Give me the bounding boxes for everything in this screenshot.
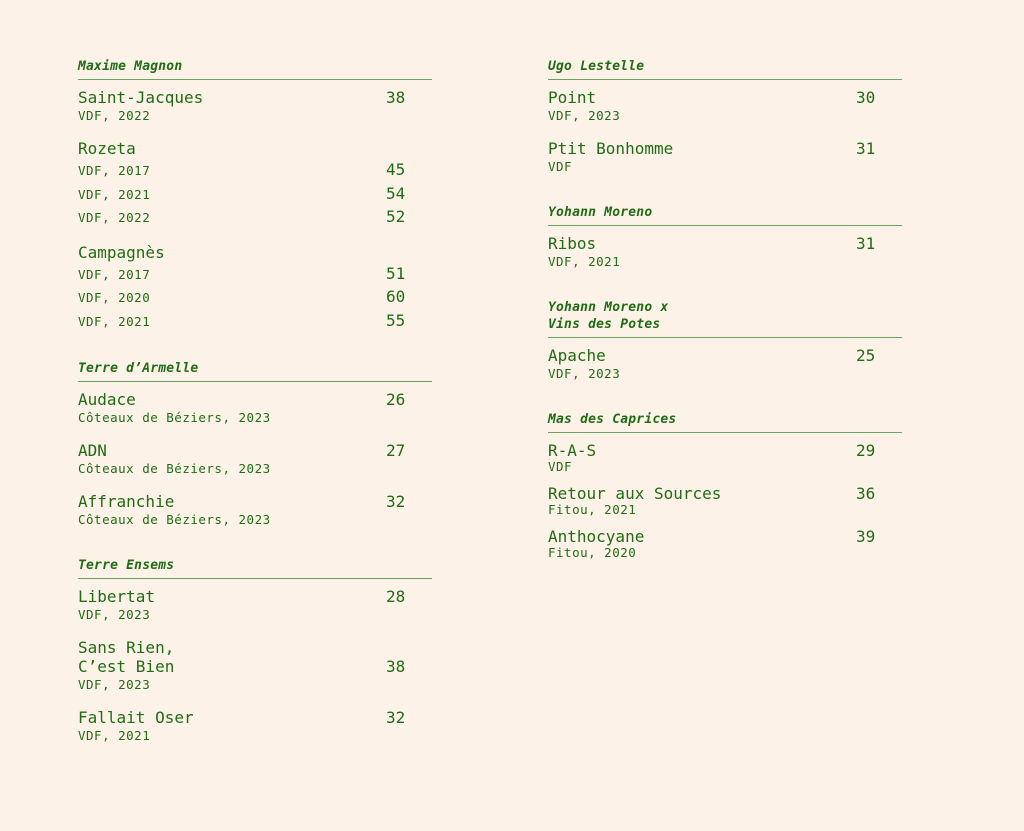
producer-name: Ugo Lestelle [548, 58, 902, 80]
vintage-price: 60 [386, 287, 406, 306]
vintage-row [78, 262, 410, 286]
producer-name: Terre d’Armelle [78, 360, 432, 382]
wine-header [78, 390, 410, 409]
wine-appellation: VDF [548, 159, 573, 174]
vintage-row [78, 309, 410, 333]
wine-price: 32 [386, 492, 406, 511]
wine-appellation: VDF, 2023 [78, 677, 151, 692]
wine-entry [78, 638, 432, 694]
wine-header [78, 441, 410, 460]
vintage-price: 51 [386, 263, 406, 283]
wine-entry [78, 88, 432, 125]
wine-appellation: Côteaux de Béziers, 2023 [78, 512, 271, 527]
wine-appellation: VDF, 2023 [548, 108, 621, 123]
wine-name: Rozeta [78, 139, 136, 158]
vintage-appellation: VDF, 2021 [78, 186, 151, 202]
producer-section [548, 299, 902, 383]
wine-name: Fallait Oser [78, 708, 194, 727]
wine-entry [78, 390, 432, 427]
producer-section [548, 58, 902, 176]
wine-price: 26 [386, 390, 406, 409]
wine-header [78, 708, 410, 727]
wine-entry [78, 139, 432, 229]
vintage-appellation: VDF, 2017 [78, 266, 151, 282]
wine-name: Sans Rien, C’est Bien [78, 638, 175, 676]
wine-header [78, 638, 410, 676]
vintage-row [78, 182, 410, 206]
wine-price: 31 [856, 139, 876, 158]
wine-name: Libertat [78, 587, 156, 606]
wine-appellation: VDF, 2023 [548, 366, 621, 381]
wine-name: Retour aux Sources [548, 484, 722, 503]
vintage-appellation: VDF, 2022 [78, 210, 151, 225]
wine-header [78, 243, 410, 262]
vintage-appellation: VDF, 2021 [78, 313, 151, 329]
wine-entry [78, 492, 432, 529]
producer-name: Yohann Moreno x Vins des Potes [548, 299, 902, 338]
wine-header [548, 441, 880, 460]
wine-entry [548, 88, 902, 125]
wine-entry [548, 441, 902, 474]
vintage-row [78, 205, 410, 229]
wine-name: R-A-S [548, 441, 597, 460]
wine-price: 38 [386, 657, 406, 676]
wine-name: Saint-Jacques [78, 88, 204, 107]
wine-price: 30 [856, 88, 876, 107]
wine-appellation: VDF, 2021 [78, 728, 151, 743]
left-column [78, 58, 432, 773]
wine-name: Affranchie [78, 492, 175, 511]
wine-price: 32 [386, 708, 406, 727]
wine-appellation: VDF, 2023 [78, 607, 151, 622]
wine-appellation: VDF, 2022 [78, 108, 151, 123]
vintage-row [78, 285, 410, 309]
wine-entry [548, 346, 902, 383]
producer-section [78, 557, 432, 745]
wine-entry [78, 243, 432, 333]
wine-price: 38 [386, 88, 406, 107]
wine-name: Point [548, 88, 597, 107]
wine-entry [78, 441, 432, 478]
wine-entry [78, 708, 432, 745]
producer-name: Yohann Moreno [548, 204, 902, 226]
wine-header [548, 88, 880, 107]
vintage-price: 52 [386, 207, 406, 226]
wine-appellation: Fitou, 2020 [548, 545, 637, 560]
wine-price: 28 [386, 587, 406, 606]
wine-entry [548, 139, 902, 176]
wine-name: Ribos [548, 234, 597, 253]
producer-section [548, 411, 902, 560]
vintage-price: 45 [386, 160, 406, 179]
wine-price: 39 [856, 527, 876, 546]
vintage-price: 55 [386, 310, 406, 330]
producer-section [78, 360, 432, 529]
wine-name: ADN [78, 441, 107, 460]
wine-entry [548, 234, 902, 271]
vintage-price: 54 [386, 183, 406, 203]
wine-name: Apache [548, 346, 606, 365]
wine-header [78, 88, 410, 107]
wine-name: Ptit Bonhomme [548, 139, 674, 158]
wine-header [78, 492, 410, 511]
right-column [548, 58, 902, 588]
wine-name: Anthocyane [548, 527, 645, 546]
wine-entry [548, 484, 902, 517]
wine-entry [548, 527, 902, 560]
producer-name: Mas des Caprices [548, 411, 902, 433]
wine-price: 31 [856, 234, 876, 253]
wine-appellation: Côteaux de Béziers, 2023 [78, 461, 271, 476]
wine-header [548, 139, 880, 158]
vintage-appellation: VDF, 2017 [78, 163, 151, 178]
wine-header [548, 527, 880, 546]
wine-header [548, 346, 880, 365]
wine-appellation: Côteaux de Béziers, 2023 [78, 410, 271, 425]
wine-appellation: Fitou, 2021 [548, 502, 637, 517]
wine-price: 29 [856, 441, 876, 460]
wine-name: Campagnès [78, 242, 165, 262]
vintage-row [78, 158, 410, 182]
producer-section [548, 204, 902, 271]
wine-header [548, 484, 880, 503]
producer-name: Maxime Magnon [78, 58, 432, 80]
producer-section [78, 58, 432, 332]
wine-appellation: VDF [548, 459, 573, 474]
wine-header [78, 587, 410, 606]
wine-price: 25 [856, 346, 876, 365]
wine-header [78, 139, 410, 158]
wine-price: 27 [386, 441, 406, 460]
wine-price: 36 [856, 484, 876, 503]
wine-name: Audace [78, 390, 136, 409]
wine-appellation: VDF, 2021 [548, 254, 621, 269]
wine-entry [78, 587, 432, 624]
vintage-appellation: VDF, 2020 [78, 290, 151, 305]
producer-name: Terre Ensems [78, 557, 432, 579]
wine-header [548, 234, 880, 253]
